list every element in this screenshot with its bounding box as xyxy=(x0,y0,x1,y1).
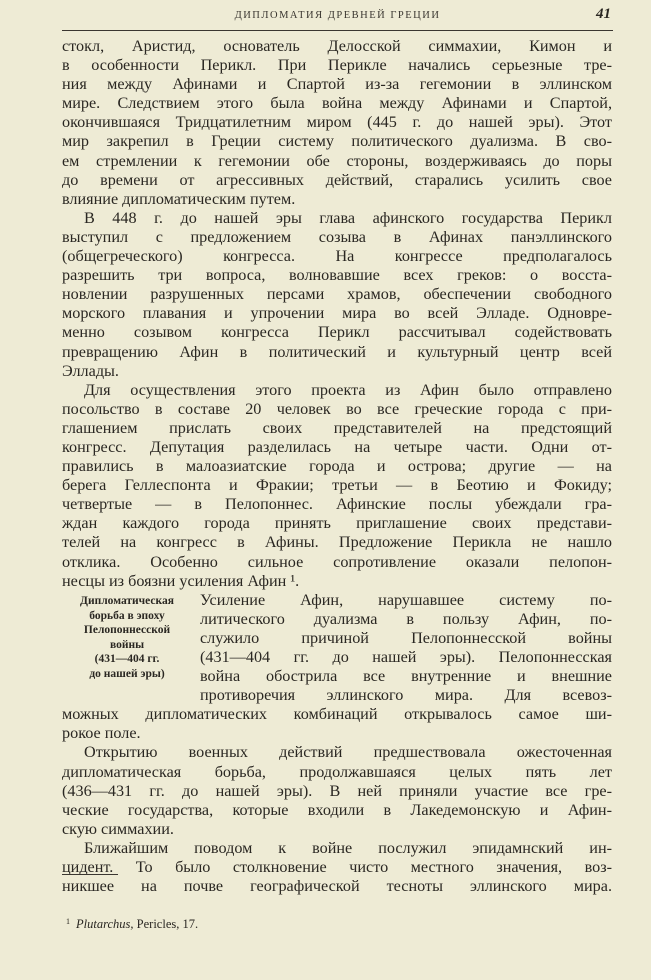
margin-note xyxy=(62,594,192,681)
text-line: разрешить три вопроса, волновавшие всех греков: о восста- xyxy=(62,266,612,285)
text-line: дипломатическая борьба, продолжавшаяся целых пять лет xyxy=(62,762,612,781)
text-line: четвертые — в Пелопоннес. Афинские послы убеждали гра- xyxy=(62,495,612,514)
text-line: превращению Афин в политический и культурный центр всей xyxy=(62,342,612,361)
text-line: ждан каждого города принять приглашение своих представи- xyxy=(62,514,612,533)
text-line: ческие государства, которые входили в Лакедемонскую и Афин- xyxy=(62,800,612,819)
margin-note-line: (431—404 гг. xyxy=(94,653,160,665)
margin-note-line: борьба в эпоху xyxy=(89,609,165,622)
footnote xyxy=(66,917,198,932)
text-line: Эллады. xyxy=(62,361,119,380)
text-line: окончившаяся Тридцатилетним миром (445 г. до нашей эры). Этот xyxy=(62,113,612,132)
margin-note-line: войны xyxy=(109,638,145,651)
text-line: в особенности Перикл. При Перикле начались серьезные тре- xyxy=(62,56,612,75)
footnote-marker: 1 xyxy=(66,917,70,926)
margin-note-line: до нашей эры) xyxy=(89,667,165,680)
text-line: Открытию военных действий предшествовала ожесточенная xyxy=(84,743,612,762)
text-line: правились в малоазиатские города и острова; другие — на xyxy=(62,457,612,476)
text-line: ния между Афинами и Спартой из-за гегемонии в эллинском xyxy=(62,75,612,94)
text-line: конгресс. Депутация разделилась на четыре части. Одни от- xyxy=(62,437,612,456)
text-line: отклика. Особенно сильное сопротивление оказали пелопон- xyxy=(62,552,612,571)
text-line: цидент. То было столкновение чисто местного значения, воз- xyxy=(62,858,612,877)
text-line: (436—431 гг. до нашей эры). В ней приняли участие все гре- xyxy=(62,781,612,800)
text-line: стокл, Аристид, основатель Делосской симмахии, Кимон и xyxy=(62,37,612,55)
text-line: (431—404 гг. до нашей эры). Пелопоннесская xyxy=(200,648,612,666)
text-line: выступил с предложением созыва в Афинах панэллинского xyxy=(62,227,612,246)
text-line: влияние дипломатическим путем. xyxy=(62,189,296,208)
running-title: ДИПЛОМАТИЯ ДРЕВНЕЙ ГРЕЦИИ xyxy=(234,10,441,21)
text-line: менно созывом конгресса Перикл рассчитывал содействовать xyxy=(62,323,612,342)
text-line: несцы из боязни усиления Афин ¹. xyxy=(62,571,300,590)
text-line: мире. Следствием этого была война между Афинами и Спартой, xyxy=(62,94,612,113)
text-line: до времени от агрессивных действий, старались усилить свое xyxy=(62,170,612,189)
text-line: посольство в составе 20 человек во все греческие города с при- xyxy=(62,399,612,418)
text-line: В 448 г. до нашей эры глава афинского государства Перикл xyxy=(84,208,612,227)
text-line: противоречия эллинского мира. Для всевоз- xyxy=(200,686,612,705)
margin-note-line: Дипломатическая xyxy=(80,595,174,607)
text-line: (общегреческого) конгресса. На конгрессе предполагалось xyxy=(62,247,612,266)
text-line: мир закрепил в Греции систему политического дуализма. В сво- xyxy=(62,132,612,151)
text-line: морского плавания и упрочении мира во всей Элладе. Одновре- xyxy=(62,304,612,323)
text-line: служило причиной Пелопоннесской войны xyxy=(200,628,612,647)
text-line: ем стремлении к гегемонии обе стороны, воздерживаясь до поры xyxy=(62,151,612,170)
text-line: война обострила все внутренние и внешние xyxy=(200,667,612,686)
page-number: 41 xyxy=(596,6,611,22)
text-line: новлении разрушенных персами храмов, обеспечении свободного xyxy=(62,285,612,304)
text-line: Ближайшим поводом к войне послужил эпидамнский ин- xyxy=(84,838,612,857)
text-line: телей на конгресс в Афины. Предложение Перикла не нашло xyxy=(62,533,612,552)
text-line: рокое поле. xyxy=(62,724,141,743)
body-text xyxy=(62,37,612,896)
text-line: Для осуществления этого проекта из Афин было отправлено xyxy=(84,380,612,399)
footnote-work: Pericles, 17. xyxy=(136,917,199,931)
text-line: литического дуализма в пользу Афин, по- xyxy=(200,609,612,628)
text-line: можных дипломатических комбинаций открывалось самое ши- xyxy=(62,705,612,724)
text-line: Усиление Афин, нарушавшее систему по- xyxy=(200,590,612,609)
text-line: скую симмахии. xyxy=(62,819,174,838)
text-line: никшее на почве географической тесноты эллинского мира. xyxy=(62,877,612,896)
footnote-divider xyxy=(62,874,118,875)
text-line: берега Геллеспонта и Фракии; третьи — в Беотию и Фокиду; xyxy=(62,476,612,495)
text-line: глашением прислать своих представителей на предстоящий xyxy=(62,418,612,437)
running-header xyxy=(62,4,613,31)
margin-note-line: Пелопоннесской xyxy=(83,624,171,636)
footnote-author: Plutarchus, xyxy=(76,917,134,931)
